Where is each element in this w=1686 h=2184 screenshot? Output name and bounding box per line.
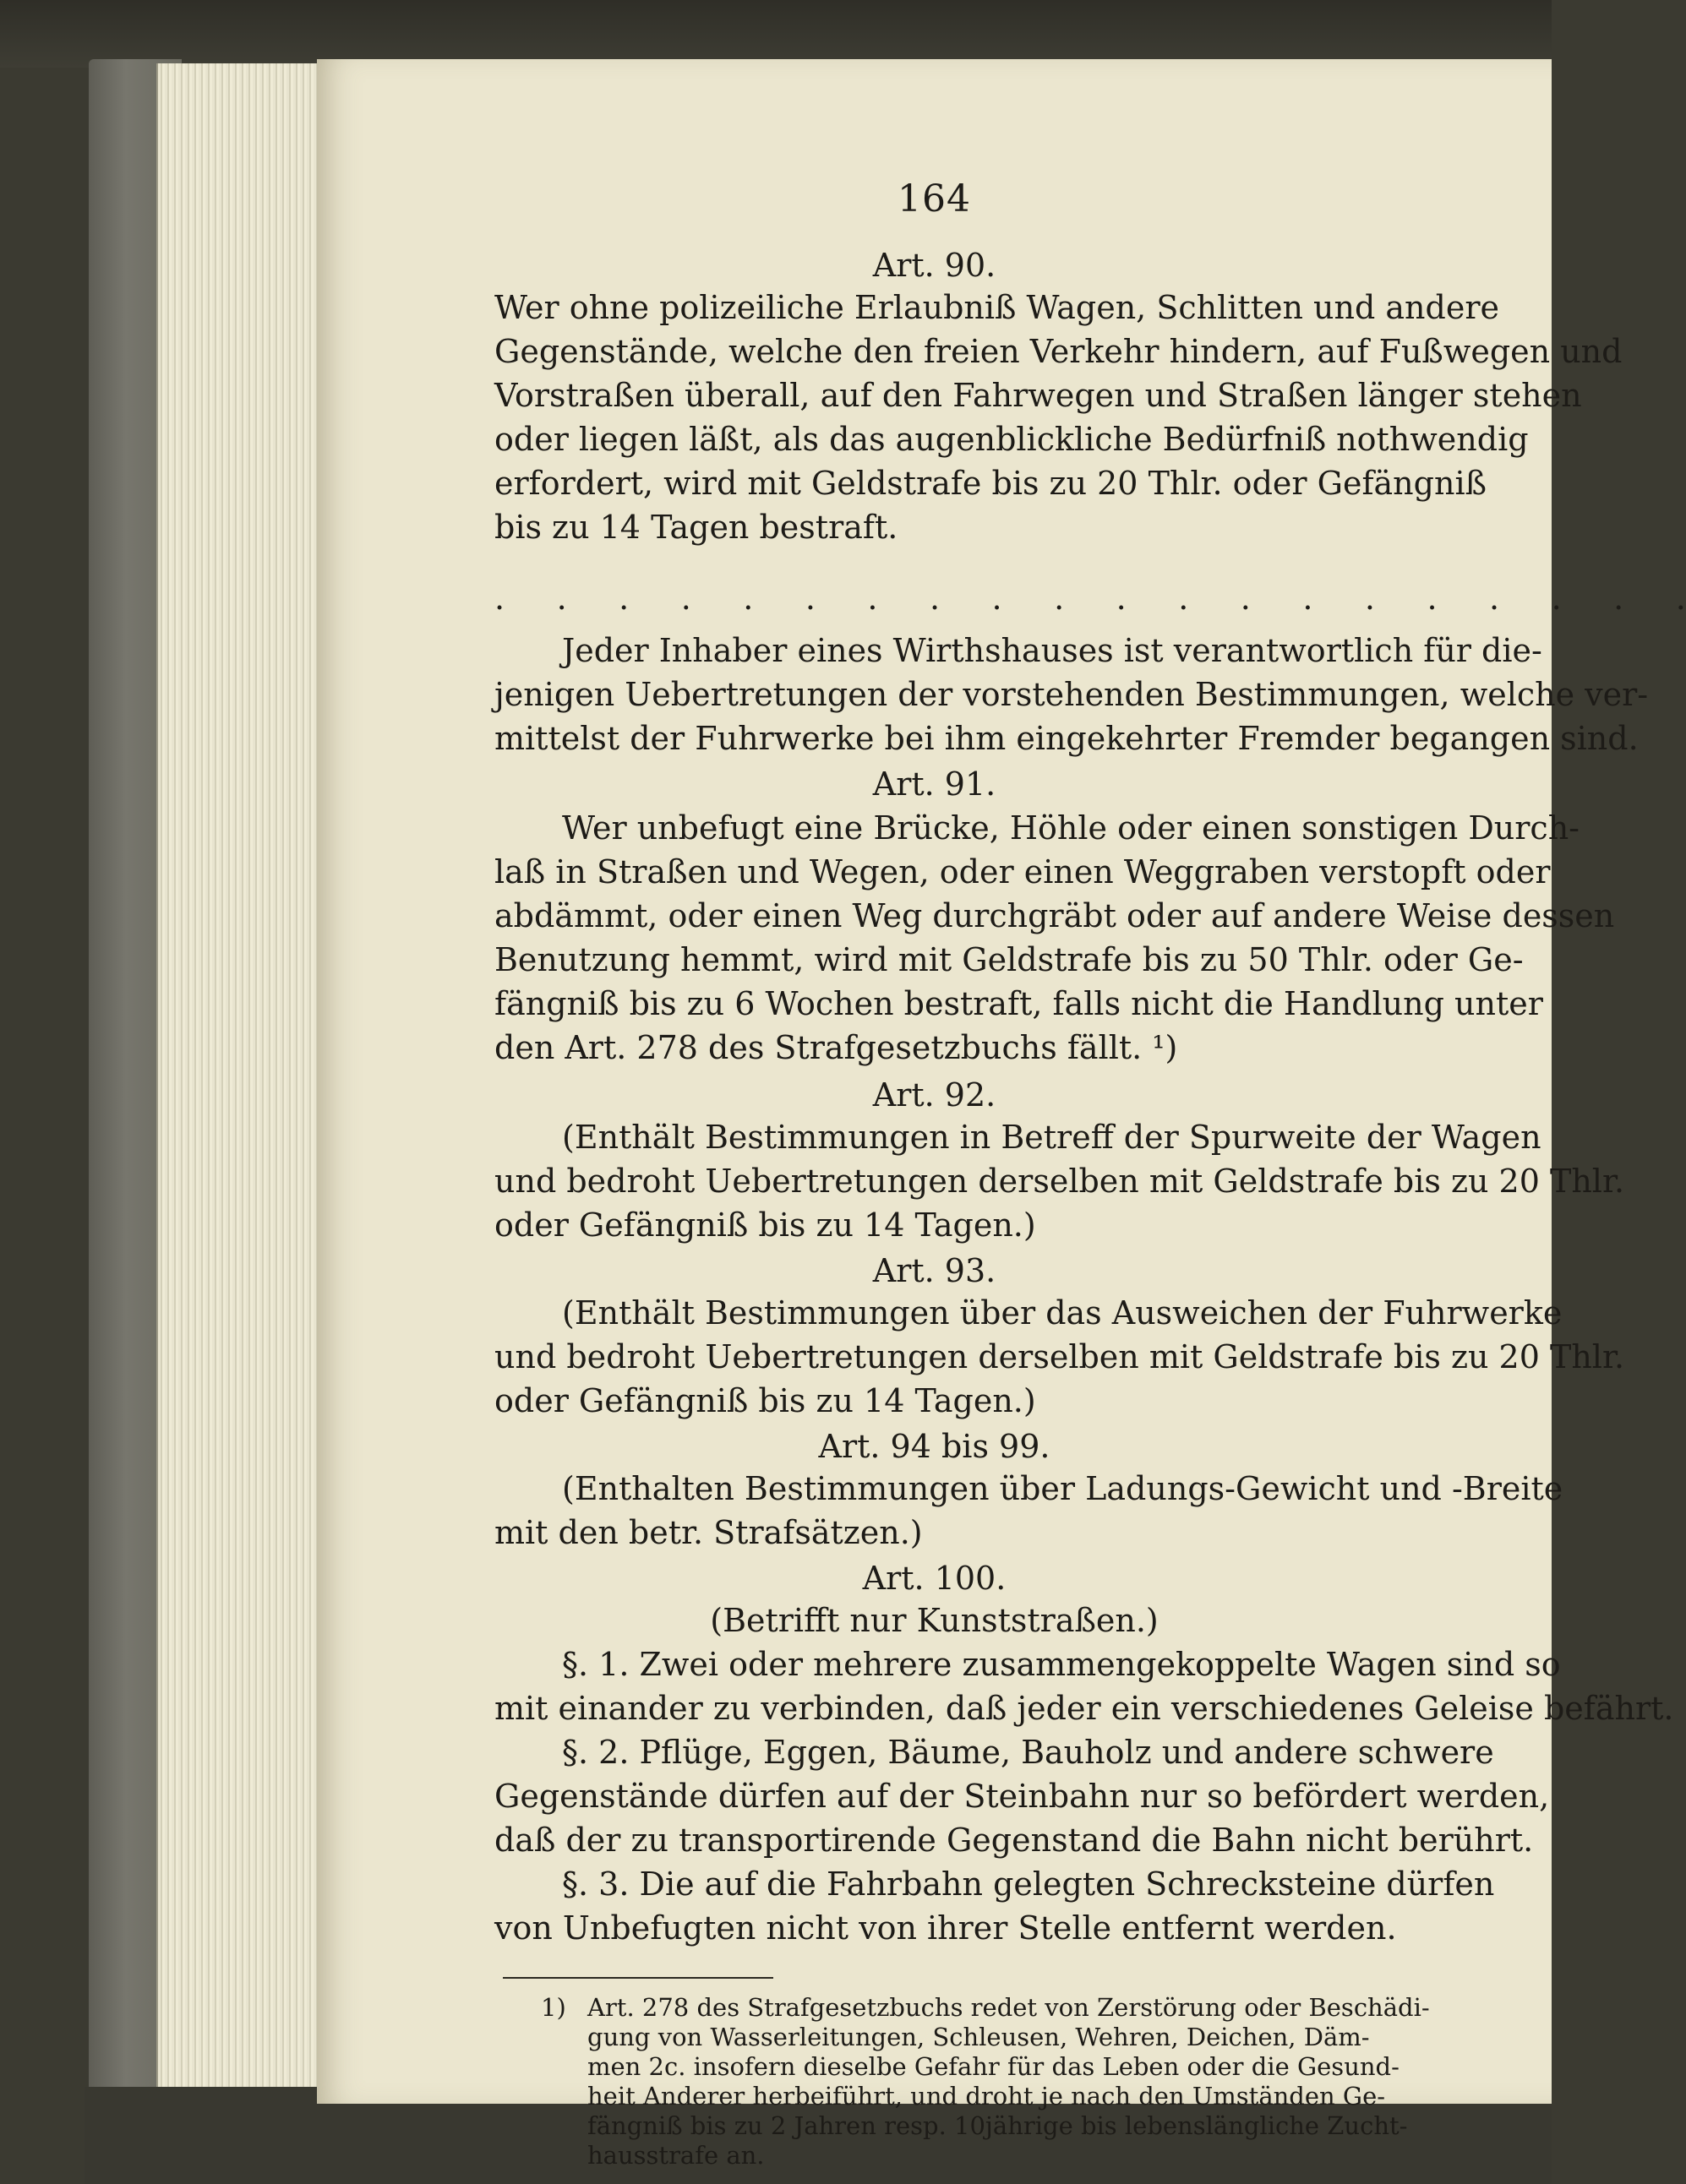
art90-line: oder liegen läßt, als das augenblickliche Bedürfniß nothwendig [494, 421, 1529, 458]
art90-para2-line: mittelst der Fuhrwerke bei ihm eingekehrter Fremder begangen sind. [494, 720, 1639, 757]
art91-line: Wer unbefugt eine Brücke, Höhle oder einen sonstigen Durch- [562, 809, 1580, 847]
art100-line: mit einander zu verbinden, daß jeder ein verschiedenes Geleise befährt. [494, 1690, 1674, 1727]
art90-heading: Art. 90. [872, 247, 996, 284]
art92-heading: Art. 92. [872, 1076, 996, 1114]
art91-line: laß in Straßen und Wegen, oder einen Weggraben verstopft oder [494, 853, 1551, 890]
art92-line: (Enthält Bestimmungen in Betreff der Spurweite der Wagen [562, 1119, 1541, 1156]
art100-line: §. 1. Zwei oder mehrere zusammengekoppelte Wagen sind so [562, 1646, 1561, 1683]
page-edges [156, 63, 327, 2091]
art91-line: Benutzung hemmt, wird mit Geldstrafe bis zu 50 Thlr. oder Ge- [494, 941, 1524, 978]
art93-heading: Art. 93. [872, 1252, 996, 1289]
page-number: 164 [898, 177, 971, 221]
footnote-marker: 1) [541, 1993, 566, 2022]
art91-line: fängniß bis zu 6 Wochen bestraft, falls nicht die Handlung unter [494, 985, 1543, 1022]
art100-line: §. 3. Die auf die Fahrbahn gelegten Schrecksteine dürfen [562, 1865, 1495, 1903]
art91-heading: Art. 91. [872, 765, 996, 803]
art93-line: oder Gefängniß bis zu 14 Tagen.) [494, 1382, 1036, 1419]
art93-line: (Enthält Bestimmungen über das Ausweichen der Fuhrwerke [562, 1294, 1563, 1332]
art90-line: Gegenstände, welche den freien Verkehr hindern, auf Fußwegen und [494, 333, 1623, 370]
art90-line: Wer ohne polizeiliche Erlaubniß Wagen, Schlitten und andere [494, 289, 1499, 326]
art100-line: von Unbefugten nicht von ihrer Stelle entfernt werden. [494, 1909, 1397, 1947]
art93-line: und bedroht Uebertretungen derselben mit Geldstrafe bis zu 20 Thlr. [494, 1338, 1625, 1375]
footnote-line: fängniß bis zu 2 Jahren resp. 10jährige bis lebenslängliche Zucht- [587, 2111, 1408, 2140]
art90-line: bis zu 14 Tagen bestraft. [494, 509, 898, 546]
art90-line: erfordert, wird mit Geldstrafe bis zu 20 Thlr. oder Gefängniß [494, 465, 1487, 502]
art91-line: den Art. 278 des Strafgesetzbuchs fällt. ¹) [494, 1029, 1178, 1066]
art92-line: und bedroht Uebertretungen derselben mit Geldstrafe bis zu 20 Thlr. [494, 1163, 1625, 1200]
art100-line: §. 2. Pflüge, Eggen, Bäume, Bauholz und andere schwere [562, 1734, 1494, 1771]
footnote-line: hausstrafe an. [587, 2141, 765, 2170]
art100-line: daß der zu transportirende Gegenstand die Bahn nicht berührt. [494, 1822, 1534, 1859]
footnote-line: heit Anderer herbeiführt, und droht je nach den Umständen Ge- [587, 2082, 1386, 2110]
book-page [317, 59, 1686, 2170]
footnote-line: Art. 278 des Strafgesetzbuchs redet von Zerstörung oder Beschädi- [587, 1993, 1430, 2022]
footnote-line: gung von Wasserleitungen, Schleusen, Wehren, Deichen, Däm- [587, 2023, 1370, 2051]
art90-para2-line: jenigen Uebertretungen der vorstehenden Bestimmungen, welche ver- [494, 676, 1649, 713]
art100-line: Gegenstände dürfen auf der Steinbahn nur so befördert werden, [494, 1778, 1550, 1815]
art91-line: abdämmt, oder einen Weg durchgräbt oder auf andere Weise dessen [494, 897, 1615, 934]
footnote-rule [503, 1977, 773, 1979]
ellipsis-row: . . . . . . . . . . . . . . . . . . . . [494, 580, 1686, 617]
art90-para2-line: Jeder Inhaber eines Wirthshauses ist verantwortlich für die- [562, 632, 1542, 669]
art100-heading: Art. 100. [862, 1560, 1007, 1597]
art90-line: Vorstraßen überall, auf den Fahrwegen und Straßen länger stehen [494, 377, 1582, 414]
art94-line: (Enthalten Bestimmungen über Ladungs-Gewicht und -Breite [562, 1470, 1563, 1507]
art94-line: mit den betr. Strafsätzen.) [494, 1514, 923, 1551]
art100-subheading: (Betrifft nur Kunststraßen.) [710, 1602, 1159, 1639]
art92-line: oder Gefängniß bis zu 14 Tagen.) [494, 1206, 1036, 1244]
footnote-line: men 2c. insofern dieselbe Gefahr für das Leben oder die Gesund- [587, 2052, 1400, 2081]
art94-heading: Art. 94 bis 99. [818, 1428, 1050, 1465]
background-top [0, 0, 1552, 68]
